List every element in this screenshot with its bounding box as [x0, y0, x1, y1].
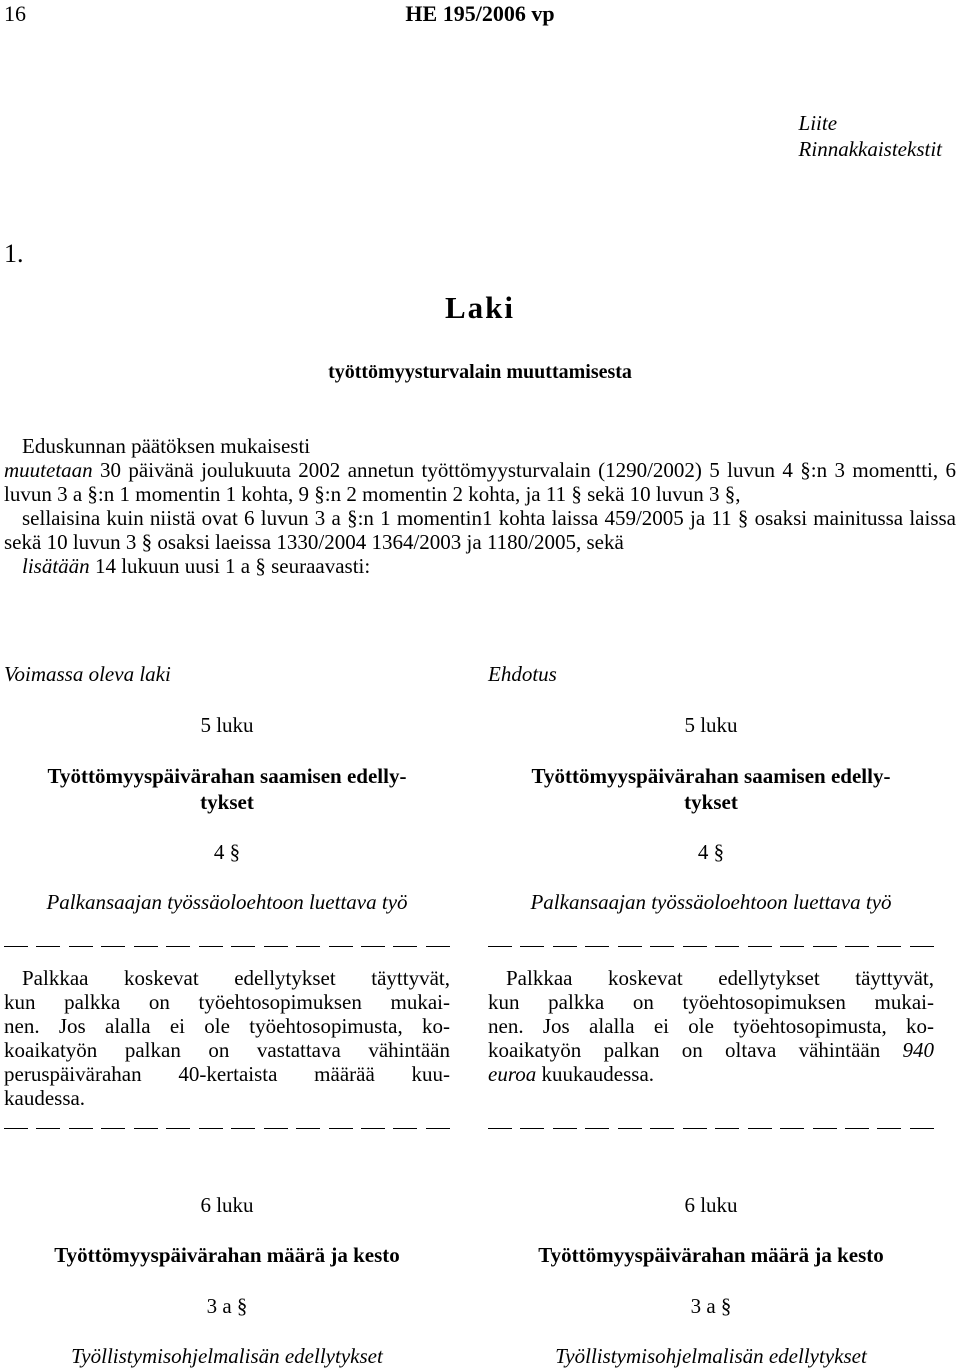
chapter-5-title-line1: Työttömyyspäivärahan saamisen edelly- [531, 764, 891, 788]
current-law-column [4, 0, 450, 1370]
proposal-column [488, 0, 934, 1370]
section-4-heading: 4 § [213, 840, 241, 864]
omission-dashes-bottom [4, 1128, 450, 1129]
preamble-intro: Eduskunnan päätöksen mukaisesti [22, 434, 311, 458]
section-4-title: Palkansaajan työssäoloehtoon luettava työ [46, 890, 408, 914]
section-3a-title: Työllistymisohjelmalisän edellytykset [555, 1344, 867, 1368]
body-line [488, 1062, 934, 1086]
section-4-title: Palkansaajan työssäoloehtoon luettava työ [530, 890, 892, 914]
body-line: kaudessa. [4, 1086, 86, 1110]
body-line: nen. Jos alalla ei ole työehtosopimusta, ko- [488, 1014, 934, 1038]
document-id: HE 195/2006 vp [405, 1, 555, 26]
amend-text: 30 päivänä joulukuuta 2002 annetun työttömyysturvalain (1290/2002) 5 luvun 4 §:n 3 momentti, 6 luvun 3 a §:n 1 momentin 1 kohta, 9 §:n 2 momentin 2 kohta, ja 11 § sekä 10 luvun 3 §, [4, 458, 956, 506]
section-3a-heading: 3 a § [690, 1294, 732, 1318]
add-keyword: lisätään [22, 554, 90, 578]
section-number: 1. [4, 239, 24, 268]
omission-dashes-top [488, 946, 934, 947]
chapter-5-title-line2: tykset [684, 790, 738, 814]
appendix-title: Rinnakkaistekstit [798, 137, 942, 161]
law-title: Laki [444, 290, 516, 325]
appendix-label-text: Liite [798, 111, 838, 135]
section-3a-heading: 3 a § [206, 1294, 248, 1318]
chapter-6-title: Työttömyyspäivärahan määrä ja kesto [54, 1243, 400, 1267]
chapter-5-heading: 5 luku [684, 713, 738, 737]
body-line: peruspäivärahan 40-kertaista määrää kuu- [4, 1062, 450, 1086]
omission-dashes-bottom [488, 1128, 934, 1129]
chapter-6-heading: 6 luku [684, 1193, 738, 1217]
body-line [488, 1038, 934, 1062]
chapter-5-title-line2: tykset [200, 790, 254, 814]
section-4-heading: 4 § [697, 840, 725, 864]
add-text: 14 lukuun uusi 1 a § seuraavasti: [89, 554, 371, 578]
body-text-span: kuukaudessa. [536, 1062, 655, 1086]
proposal-heading: Ehdotus [488, 662, 557, 686]
preamble-amend-details: sellaisina kuin niistä ovat 6 luvun 3 a §:n 1 momentin1 kohta laissa 459/2005 ja 11 § osaksi mainitussa laissa sekä 10 luvun 3 § osaksi laeissa 1330/2004 1364/2003 ja 1180/2005, sekä [4, 506, 956, 554]
chapter-6-heading: 6 luku [200, 1193, 254, 1217]
omission-dashes-top [4, 946, 450, 947]
law-subtitle: työttömyysturvalain muuttamisesta [328, 361, 632, 383]
chapter-6-title: Työttömyyspäivärahan määrä ja kesto [538, 1243, 884, 1267]
chapter-5-title-line1: Työttömyyspäivärahan saamisen edelly- [47, 764, 407, 788]
page-number: 16 [4, 1, 26, 26]
section-3a-title: Työllistymisohjelmalisän edellytykset [71, 1344, 383, 1368]
body-text-span: koaikatyön palkan on oltava vähintään [488, 1038, 903, 1062]
current-law-heading: Voimassa oleva laki [4, 662, 171, 686]
section-4-body [488, 966, 934, 1086]
amount-value: 940 [902, 1038, 934, 1062]
body-line: kun palkka on työehtosopimuksen mukai- [4, 990, 450, 1014]
body-line: Palkkaa koskevat edellytykset täyttyvät, [506, 966, 934, 990]
body-line: Palkkaa koskevat edellytykset täyttyvät, [22, 966, 450, 990]
body-line: nen. Jos alalla ei ole työehtosopimusta, ko- [4, 1014, 450, 1038]
body-line: kun palkka on työehtosopimuksen mukai- [488, 990, 934, 1014]
currency-unit: euroa [488, 1062, 537, 1086]
chapter-5-heading: 5 luku [200, 713, 254, 737]
section-4-body [4, 966, 450, 1110]
body-line: koaikatyön palkan on vastattava vähintään [4, 1038, 450, 1062]
amend-keyword: muutetaan [4, 458, 93, 482]
